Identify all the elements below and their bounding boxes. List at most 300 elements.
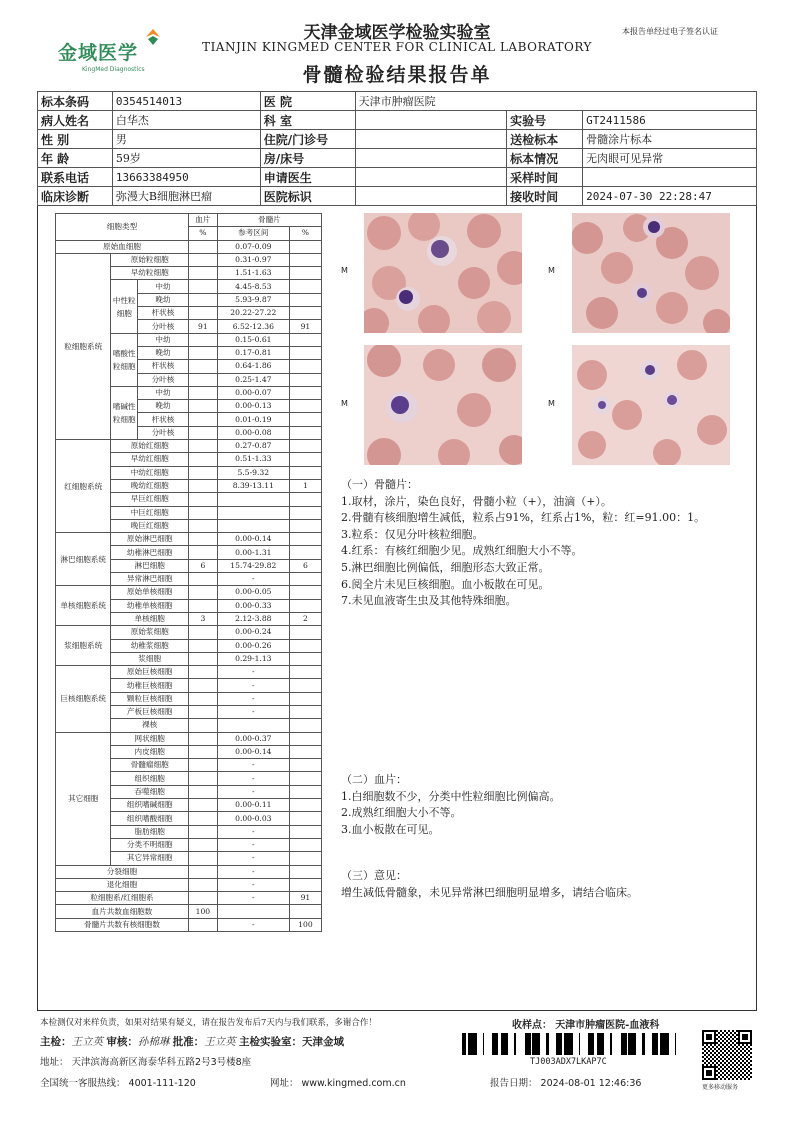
marrow-pct-value <box>289 586 321 599</box>
blood-pct-value <box>188 772 217 785</box>
website: 网址： www.kingmed.com.cn <box>270 1078 406 1089</box>
ref-range-value: - <box>217 705 289 718</box>
approver-signature: 王立英 <box>204 1036 236 1048</box>
blood-pct-value <box>188 812 217 825</box>
blood-pct-value <box>188 865 217 878</box>
value-hospital-id <box>355 187 507 206</box>
cell-type-name: 分类不明细胞 <box>111 838 189 851</box>
approver-label: 批准： <box>172 1036 205 1048</box>
header-pct: % <box>289 227 321 240</box>
finding-line: 3.血小板散在可见。 <box>341 822 440 836</box>
lab-value: 天津金域 <box>302 1036 345 1048</box>
cell-type-name: 中巨红细胞 <box>111 506 189 519</box>
label-barcode: 标本条码 <box>38 92 113 111</box>
cell-type-name: 异常淋巴细胞 <box>111 573 189 586</box>
tester-label: 主检： <box>40 1036 72 1048</box>
report-title: 骨髓检验结果报告单 <box>302 64 492 86</box>
lab-label: 主检实验室： <box>239 1036 303 1048</box>
marrow-pct-value <box>289 905 321 918</box>
blood-pct-value <box>188 705 217 718</box>
marrow-pct-value <box>289 373 321 386</box>
value-receive-time: 2024-07-30 22:28:47 <box>583 187 757 206</box>
label-hospital-id: 医院标识 <box>260 187 355 206</box>
info-row <box>38 168 757 187</box>
label-name: 病人姓名 <box>38 111 113 130</box>
ref-range-value: 20.22-27.22 <box>217 307 289 320</box>
finding-line: 7.未见血液寄生虫及其他特殊细胞。 <box>341 594 517 608</box>
ref-range-value: 0.00-0.26 <box>217 639 289 652</box>
marrow-findings <box>341 477 751 610</box>
blood-pct-value <box>188 400 217 413</box>
ref-range-value: - <box>217 772 289 785</box>
blood-pct-value <box>188 878 217 891</box>
logo-text: 金域医学 <box>58 42 139 64</box>
ref-range-value: 5.93-9.87 <box>217 293 289 306</box>
ref-range-value: 0.01-0.19 <box>217 413 289 426</box>
blood-pct-value <box>188 267 217 280</box>
blood-pct-value <box>188 333 217 346</box>
marrow-pct-value <box>289 519 321 532</box>
label-department: 科 室 <box>260 111 355 130</box>
marrow-pct-value <box>289 413 321 426</box>
blood-pct-value <box>188 918 217 931</box>
patient-info-table <box>37 91 757 206</box>
blood-pct-value <box>188 546 217 559</box>
cell-type-name: 幼稚单核细胞 <box>111 599 189 612</box>
table-row <box>56 533 322 546</box>
label-sex: 性 别 <box>38 130 113 149</box>
marrow-pct-value <box>289 865 321 878</box>
header-marrow-smear: 骨髓片 <box>217 214 321 227</box>
ref-range-value: 0.31-0.97 <box>217 253 289 266</box>
marrow-pct-value <box>289 812 321 825</box>
cell-type-name: 中幼红细胞 <box>111 466 189 479</box>
blood-pct-value <box>188 639 217 652</box>
marrow-pct-value <box>289 240 321 253</box>
label-specimen-status: 标本情况 <box>507 149 583 168</box>
blood-pct-value <box>188 440 217 453</box>
finding-line: 4.红系：有核红细胞少见。成熟红细胞大小不等。 <box>341 544 583 558</box>
group-label: 单核细胞系统 <box>56 586 111 626</box>
barcode-text: TJ003ADX7LKAP7C <box>530 1057 607 1067</box>
cell-type-name: 组织细胞 <box>111 772 189 785</box>
group-label: 浆细胞系统 <box>56 626 111 666</box>
subgroup-label: 嗜碱性粒细胞 <box>111 386 138 439</box>
ref-range-value: 6.52-12.36 <box>217 320 289 333</box>
ref-range-value: 0.27-0.87 <box>217 440 289 453</box>
info-row <box>38 92 757 111</box>
marrow-pct-value <box>289 799 321 812</box>
cell-type-name: 裸核 <box>111 719 189 732</box>
ref-range-value <box>217 905 289 918</box>
photo-label: M <box>341 399 348 408</box>
value-specimen-status: 无肉眼可见异常 <box>583 149 757 168</box>
cell-type-name: 吞噬细胞 <box>111 785 189 798</box>
blood-smear-findings <box>341 772 751 838</box>
group-label: 红细胞系统 <box>56 440 111 533</box>
finding-line: 2.成熟红细胞大小不等。 <box>341 806 462 820</box>
ref-range-value: 2.12-3.88 <box>217 612 289 625</box>
ref-range-value: 0.00-0.33 <box>217 599 289 612</box>
marrow-pct-value <box>289 599 321 612</box>
marrow-pct-value <box>289 785 321 798</box>
label-bed: 房/床号 <box>260 149 355 168</box>
blood-pct-value <box>188 626 217 639</box>
lab-title: 天津金域医学检验实验室 <box>303 23 491 43</box>
blood-pct-value: 100 <box>188 905 217 918</box>
label-diagnosis: 临床诊断 <box>38 187 113 206</box>
label-lab-no: 实验号 <box>507 111 583 130</box>
marrow-pct-value <box>289 493 321 506</box>
cell-type-name: 分叶核 <box>138 320 189 333</box>
cell-type-name: 产板巨核细胞 <box>111 705 189 718</box>
value-doctor <box>355 168 507 187</box>
cell-type-name: 早巨红细胞 <box>111 493 189 506</box>
label-hospital: 医 院 <box>260 92 355 111</box>
marrow-pct-value <box>289 878 321 891</box>
cell-type-name: 骨髓瘤细胞 <box>111 759 189 772</box>
ref-range-value <box>217 493 289 506</box>
report-date: 报告日期： 2024-08-01 12:46:36 <box>490 1078 642 1089</box>
value-diagnosis: 弥漫大B细胞淋巴瘤 <box>112 187 260 206</box>
marrow-pct-value <box>289 400 321 413</box>
value-phone: 13663384950 <box>112 168 260 187</box>
blood-pct-value <box>188 745 217 758</box>
e-signature-note: 本报告单经过电子签名认证 <box>622 27 718 36</box>
cell-type-name: 杆状核 <box>138 413 189 426</box>
ref-range-value: 0.17-0.81 <box>217 346 289 359</box>
blood-pct-value <box>188 506 217 519</box>
ref-range-value: 0.64-1.86 <box>217 360 289 373</box>
blood-pct-value <box>188 652 217 665</box>
label-sample-time: 采样时间 <box>507 168 583 187</box>
blood-pct-value <box>188 280 217 293</box>
blood-pct-value <box>188 413 217 426</box>
logo-subtext: KingMed Diagnostics <box>82 66 145 73</box>
ref-range-value: 0.00-0.14 <box>217 745 289 758</box>
value-sample-time <box>583 168 757 187</box>
barcode <box>462 1033 680 1055</box>
cell-type-name: 分叶核 <box>138 426 189 439</box>
info-row <box>38 111 757 130</box>
collection-value: 天津市肿瘤医院-血液科 <box>555 1020 660 1031</box>
header-blood-smear: 血片 <box>188 214 217 227</box>
ref-range-value: 15.74-29.82 <box>217 559 289 572</box>
tester-signature: 王立英 <box>71 1036 103 1048</box>
info-row <box>38 187 757 206</box>
ref-range-value <box>217 519 289 532</box>
cell-type-name: 淋巴细胞 <box>111 559 189 572</box>
blood-pct-value <box>188 825 217 838</box>
cell-type-name: 杆状核 <box>138 360 189 373</box>
marrow-pct-value <box>289 745 321 758</box>
finding-line: 1.白细胞数不少，分类中性粒细胞比例偏高。 <box>341 789 561 803</box>
label-age: 年 龄 <box>38 149 113 168</box>
cell-type-name: 分裂细胞 <box>56 865 189 878</box>
finding-line: 1.取材，涂片，染色良好，骨髓小粒（+），油滴（+）。 <box>341 494 612 508</box>
cell-type-name: 原始单核细胞 <box>111 586 189 599</box>
ref-range-value: 0.29-1.13 <box>217 652 289 665</box>
cell-type-name: 其它异常细胞 <box>111 852 189 865</box>
marrow-pct-value <box>289 466 321 479</box>
marrow-pct-value <box>289 692 321 705</box>
table-row <box>56 878 322 891</box>
value-department <box>355 111 507 130</box>
info-row <box>38 149 757 168</box>
subgroup-label: 中性粒细胞 <box>111 280 138 333</box>
marrow-photo-4 <box>572 345 730 465</box>
ref-range-value: 0.00-0.24 <box>217 626 289 639</box>
cell-type-name: 晚幼 <box>138 346 189 359</box>
cell-type-name: 分叶核 <box>138 373 189 386</box>
table-row <box>56 732 322 745</box>
cell-type-name: 粒细胞系/红细胞系 <box>56 892 189 905</box>
ref-range-value: 5.5-9.32 <box>217 466 289 479</box>
hotline: 全国统一客服热线： 4001-111-120 <box>40 1078 196 1089</box>
marrow-pct-value <box>289 719 321 732</box>
reviewer-signature: 孙棉琳 <box>137 1036 170 1048</box>
blood-pct-value <box>188 360 217 373</box>
marrow-pct-value <box>289 573 321 586</box>
ref-range-value: 8.39-13.11 <box>217 479 289 492</box>
header-cell-type: 细胞类型 <box>56 214 189 241</box>
marrow-pct-value: 6 <box>289 559 321 572</box>
value-admission-no <box>355 130 507 149</box>
ref-range-value: 0.07-0.09 <box>217 240 289 253</box>
finding-line: 6.阅全片未见巨核细胞。血小板散在可见。 <box>341 577 550 591</box>
marrow-pct-value <box>289 838 321 851</box>
cell-type-name: 幼稚巨核细胞 <box>111 679 189 692</box>
marrow-pct-value <box>289 759 321 772</box>
ref-range-value: 0.51-1.33 <box>217 453 289 466</box>
address: 地址： 天津滨海高新区海泰华科五路2号3号楼8座 <box>40 1057 252 1068</box>
cell-type-name: 晚幼 <box>138 400 189 413</box>
blood-pct-value <box>188 679 217 692</box>
marrow-pct-value <box>289 386 321 399</box>
blood-pct-value <box>188 479 217 492</box>
marrow-pct-value <box>289 267 321 280</box>
table-row <box>56 253 322 266</box>
value-barcode: 0354514013 <box>112 92 260 111</box>
cell-type-name: 原始巨核细胞 <box>111 666 189 679</box>
blood-pct-value <box>188 426 217 439</box>
conclusion <box>341 868 751 901</box>
marrow-photo-2 <box>572 213 730 333</box>
finding-line: 2.骨髓有核细胞增生减低，粒系占91%，红系占1%，粒：红=91.00：1。 <box>341 511 706 525</box>
cell-type-name: 组织嗜酸细胞 <box>111 812 189 825</box>
marrow-pct-value: 91 <box>289 320 321 333</box>
collection-point <box>512 1016 659 1031</box>
cell-type-name: 颗粒巨核细胞 <box>111 692 189 705</box>
finding-line: 5.淋巴细胞比例偏低，细胞形态大致正常。 <box>341 560 550 574</box>
info-row <box>38 130 757 149</box>
marrow-pct-value <box>289 426 321 439</box>
finding-line: 3.粒系：仅见分叶核粒细胞。 <box>341 527 484 541</box>
ref-range-value: - <box>217 892 289 905</box>
marrow-photo-3 <box>364 345 522 465</box>
blood-pct-value: 6 <box>188 559 217 572</box>
ref-range-value: - <box>217 573 289 586</box>
marrow-pct-value: 1 <box>289 479 321 492</box>
qr-caption: 更多移动服务 <box>702 1084 739 1091</box>
group-label: 其它细胞 <box>56 732 111 865</box>
reviewer-label: 审核： <box>106 1036 138 1048</box>
ref-range-value: 0.00-0.14 <box>217 533 289 546</box>
blood-pct-value <box>188 852 217 865</box>
blood-pct-value <box>188 573 217 586</box>
ref-range-value: 0.00-0.13 <box>217 400 289 413</box>
table-row <box>56 586 322 599</box>
marrow-pct-value <box>289 546 321 559</box>
value-age: 59岁 <box>112 149 260 168</box>
ref-range-value: 0.00-0.05 <box>217 586 289 599</box>
marrow-pct-value <box>289 679 321 692</box>
label-receive-time: 接收时间 <box>507 187 583 206</box>
ref-range-value: 0.00-1.31 <box>217 546 289 559</box>
marrow-pct-value <box>289 825 321 838</box>
blood-pct-value <box>188 799 217 812</box>
blood-pct-value: 3 <box>188 612 217 625</box>
cell-type-name: 杆状核 <box>138 307 189 320</box>
blood-pct-value <box>188 466 217 479</box>
ref-range-value: 0.15-0.61 <box>217 333 289 346</box>
blood-pct-value <box>188 892 217 905</box>
table-header-row <box>56 214 322 227</box>
ref-range-value: - <box>217 666 289 679</box>
cell-type-name: 内皮细胞 <box>111 745 189 758</box>
marrow-pct-value <box>289 346 321 359</box>
value-lab-no: GT2411586 <box>583 111 757 130</box>
marrow-pct-value <box>289 732 321 745</box>
ref-range-value: 0.00-0.08 <box>217 426 289 439</box>
subgroup-label: 嗜酸性粒细胞 <box>111 333 138 386</box>
conclusion-text: 增生减低骨髓象，未见异常淋巴细胞明显增多，请结合临床。 <box>341 885 638 899</box>
blood-pct-value <box>188 307 217 320</box>
ref-range-value: - <box>217 878 289 891</box>
marrow-pct-value <box>289 705 321 718</box>
marrow-pct-value <box>289 440 321 453</box>
table-row <box>56 240 322 253</box>
blood-pct-value <box>188 759 217 772</box>
blood-pct-value <box>188 253 217 266</box>
table-row <box>56 905 322 918</box>
marrow-pct-value: 91 <box>289 892 321 905</box>
ref-range-value: 1.51-1.63 <box>217 267 289 280</box>
ref-range-value: - <box>217 865 289 878</box>
ref-range-value: 0.00-0.11 <box>217 799 289 812</box>
cell-type-name: 幼稚淋巴细胞 <box>111 546 189 559</box>
ref-range-value: - <box>217 852 289 865</box>
value-specimen: 骨髓涂片标本 <box>583 130 757 149</box>
value-sex: 男 <box>112 130 260 149</box>
blood-pct-value <box>188 386 217 399</box>
ref-range-value: - <box>217 759 289 772</box>
marrow-pct-value <box>289 639 321 652</box>
cell-type-name: 浆细胞 <box>111 652 189 665</box>
signatures <box>40 1034 344 1049</box>
blood-pct-value <box>188 732 217 745</box>
ref-range-value: - <box>217 692 289 705</box>
table-row <box>56 626 322 639</box>
marrow-pct-value <box>289 333 321 346</box>
cell-type-name: 晚幼 <box>138 293 189 306</box>
blood-pct-value <box>188 293 217 306</box>
marrow-pct-value <box>289 506 321 519</box>
section-title: （三）意见： <box>341 869 407 882</box>
marrow-photo-1 <box>364 213 522 333</box>
cell-type-name: 血片共数血细胞数 <box>56 905 189 918</box>
disclaimer: 本检测仅对来样负责，如果对结果有疑义，请在报告发布后7天内与我们联系，多谢合作！ <box>40 1018 377 1028</box>
marrow-pct-value <box>289 626 321 639</box>
header-pct: % <box>188 227 217 240</box>
qr-code-icon[interactable] <box>702 1030 752 1080</box>
blood-pct-value <box>188 599 217 612</box>
section-title: （二）血片： <box>341 773 407 786</box>
label-specimen: 送检标本 <box>507 130 583 149</box>
blood-pct-value <box>188 240 217 253</box>
marrow-pct-value <box>289 293 321 306</box>
ref-range-value: 0.00-0.37 <box>217 732 289 745</box>
ref-range-value: 0.00-0.07 <box>217 386 289 399</box>
cell-type-name: 骨髓片共数有核细胞数 <box>56 918 189 931</box>
photo-label: M <box>341 266 348 275</box>
cell-type-name: 退化细胞 <box>56 878 189 891</box>
label-phone: 联系电话 <box>38 168 113 187</box>
marrow-pct-value: 100 <box>289 918 321 931</box>
marrow-pct-value <box>289 307 321 320</box>
cell-type-name: 单核细胞 <box>111 612 189 625</box>
marrow-pct-value <box>289 533 321 546</box>
value-name: 白华杰 <box>112 111 260 130</box>
marrow-pct-value <box>289 772 321 785</box>
blood-pct-value <box>188 785 217 798</box>
marrow-pct-value <box>289 852 321 865</box>
ref-range-value: 4.45-8.53 <box>217 280 289 293</box>
marrow-pct-value <box>289 253 321 266</box>
table-row <box>56 440 322 453</box>
marrow-pct-value <box>289 360 321 373</box>
ref-range-value: - <box>217 679 289 692</box>
ref-range-value: - <box>217 838 289 851</box>
blood-pct-value <box>188 373 217 386</box>
lab-title-en: TIANJIN KINGMED CENTER FOR CLINICAL LABORATORY <box>202 40 592 54</box>
blood-pct-value <box>188 838 217 851</box>
cell-type-name: 原始粒细胞 <box>111 253 189 266</box>
marrow-pct-value <box>289 280 321 293</box>
ref-range-value: - <box>217 918 289 931</box>
table-row <box>56 892 322 905</box>
marrow-pct-value: 2 <box>289 612 321 625</box>
header-ref-range: 参考区间 <box>217 227 289 240</box>
cell-type-name: 原始淋巴细胞 <box>111 533 189 546</box>
marrow-pct-value <box>289 666 321 679</box>
cell-type-name: 晚巨红细胞 <box>111 519 189 532</box>
ref-range-value <box>217 506 289 519</box>
blood-pct-value: 91 <box>188 320 217 333</box>
marrow-pct-value <box>289 652 321 665</box>
ref-range-value: - <box>217 825 289 838</box>
cell-type-name: 脂肪细胞 <box>111 825 189 838</box>
cell-type-name: 中幼 <box>138 280 189 293</box>
marrow-pct-value <box>289 453 321 466</box>
photo-label: M <box>548 399 555 408</box>
cell-type-name: 原始血细胞 <box>56 240 189 253</box>
ref-range-value: 0.00-0.03 <box>217 812 289 825</box>
blood-pct-value <box>188 533 217 546</box>
blood-pct-value <box>188 346 217 359</box>
cell-type-name: 早幼粒细胞 <box>111 267 189 280</box>
cell-type-name: 幼稚浆细胞 <box>111 639 189 652</box>
